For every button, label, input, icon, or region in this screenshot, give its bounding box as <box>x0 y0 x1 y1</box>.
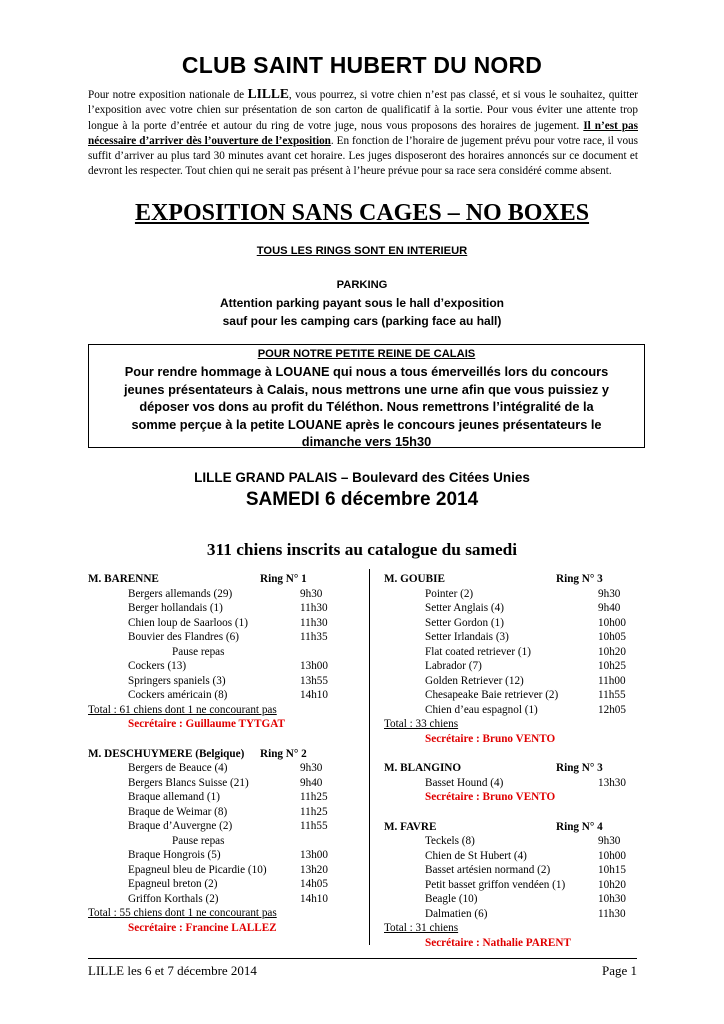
parking-line-2: sauf pour les camping cars (parking face au hall) <box>222 314 502 328</box>
box-line: dimanche vers 15h30 <box>301 434 432 450</box>
judging-time: 11h35 <box>300 631 328 643</box>
breed-name: Setter Gordon (1) <box>425 616 504 629</box>
judging-time: 10h05 <box>598 631 626 643</box>
judging-time: 11h30 <box>300 602 328 614</box>
intro-underlined: Il n’est pas nécessaire d’arriver dès l’ouverture de l’exposition <box>88 119 638 147</box>
breed-name: Labrador (7) <box>425 660 482 672</box>
judging-time: 10h25 <box>598 660 626 672</box>
breed-name: Epagneul bleu de Picardie (10) <box>128 863 267 876</box>
judging-time: 11h00 <box>598 674 626 687</box>
breed-name: Braque d’Auvergne (2) <box>128 820 233 832</box>
breed-name: Griffon Korthals (2) <box>128 892 219 905</box>
judging-time: 12h05 <box>598 703 626 716</box>
parking-title: PARKING <box>336 279 388 291</box>
footer-date: LILLE les 6 et 7 décembre 2014 <box>88 963 257 978</box>
column-separator <box>369 569 370 945</box>
ring-total: Total : 33 chiens <box>384 718 459 730</box>
judging-time: 11h30 <box>598 907 626 920</box>
breed-name: Chien loup de Saarloos (1) <box>128 616 248 629</box>
judging-time: 11h25 <box>300 791 328 803</box>
intro-text-3: . En fonction de l’horaire de jugement prévu pour votre race, il vous suffit d’arriver au plus tard 30 minutes avant cet horaire. Les juges disposeront des horaires annoncés sur ce document et devront les respecter. Tout chien qui ne serait pas présent à l’heure prévue pour sa race sera considéré comme absent. <box>88 134 638 178</box>
breed-name: Chien de St Hubert (4) <box>425 849 527 862</box>
judging-time: 13h20 <box>300 863 328 876</box>
breed-name: Bergers Blancs Suisse (21) <box>128 776 249 789</box>
breed-name: Beagle (10) <box>425 893 478 905</box>
breed-name: Flat coated retriever (1) <box>425 645 531 658</box>
breed-name: Chien d’eau espagnol (1) <box>425 703 538 716</box>
breed-name: Basset Hound (4) <box>425 776 504 789</box>
dog-count: 311 chiens inscrits au catalogue du samedi <box>206 540 518 559</box>
louane-notice-box <box>88 344 645 448</box>
box-line: Pour rendre hommage à LOUANE qui nous a tous émerveillés lors du concours <box>124 364 609 379</box>
breed-name: Chesapeake Baie retriever (2) <box>425 689 559 701</box>
judging-time: 9h30 <box>598 587 621 600</box>
judging-time: 9h40 <box>300 776 323 789</box>
breed-name: Dalmatien (6) <box>425 907 488 920</box>
breed-name: Epagneul breton (2) <box>128 878 218 890</box>
breed-name: Petit basset griffon vendéen (1) <box>425 878 566 891</box>
judging-time: 11h30 <box>300 616 328 629</box>
secretary: Secrétaire : Francine LALLEZ <box>128 921 277 934</box>
ring-number: Ring N° 2 <box>260 747 307 760</box>
intro-city: LILLE <box>247 86 289 101</box>
secretary: Secrétaire : Bruno VENTO <box>425 732 556 745</box>
pause-label: Pause repas <box>172 834 225 847</box>
breed-name: Bergers allemands (29) <box>128 587 233 600</box>
breed-name: Bergers de Beauce (4) <box>128 762 228 774</box>
judging-time: 11h55 <box>300 820 328 832</box>
ring-number: Ring N° 4 <box>556 820 603 833</box>
judging-time: 9h40 <box>598 602 621 614</box>
breed-name: Teckels (8) <box>425 835 475 847</box>
judging-time: 10h20 <box>598 645 626 658</box>
box-line: somme perçue à la petite LOUANE après le concours jeunes présentateurs le <box>131 416 602 432</box>
breed-name: Basset artésien normand (2) <box>425 864 551 876</box>
judge-name: M. BARENNE <box>88 573 159 585</box>
venue-name: LILLE GRAND PALAIS <box>194 470 338 485</box>
judging-time: 9h30 <box>300 587 323 600</box>
breed-name: Braque de Weimar (8) <box>128 805 228 818</box>
judging-time: 9h30 <box>598 835 621 847</box>
ring-total: Total : 61 chiens dont 1 ne concourant pas <box>88 703 277 716</box>
ring-number: Ring N° 3 <box>556 762 603 774</box>
judging-time: 11h55 <box>598 689 626 701</box>
breed-name: Cockers américain (8) <box>128 689 228 701</box>
secretary: Secrétaire : Guillaume TYTGAT <box>128 718 285 730</box>
judging-time: 10h00 <box>598 616 626 629</box>
judge-name: M. DESCHUYMERE (Belgique) <box>88 747 245 760</box>
breed-name: Pointer (2) <box>425 587 474 600</box>
parking-line-1: Attention parking payant sous le hall d’exposition <box>219 296 505 310</box>
box-line: déposer vos dons au profit du Téléthon. Nous remettrons l’intégralité de la <box>139 399 594 415</box>
judge-name: M. GOUBIE <box>384 573 445 585</box>
breed-name: Braque allemand (1) <box>128 791 220 803</box>
venue <box>0 470 724 485</box>
breed-name: Setter Irlandais (3) <box>425 631 509 643</box>
ring-number: Ring N° 3 <box>556 573 603 585</box>
box-line: jeunes présentateurs à Calais, nous mettrons une urne afin que vous puissiez y <box>124 381 609 397</box>
intro-paragraph <box>88 86 638 180</box>
box-body <box>99 363 634 451</box>
page-number: Page 1 <box>601 963 637 978</box>
rings-notice: TOUS LES RINGS SONT EN INTERIEUR <box>256 245 468 257</box>
exposition-heading: EXPOSITION SANS CAGES – NO BOXES <box>134 200 590 226</box>
ring-number: Ring N° 1 <box>260 573 307 585</box>
box-title: POUR NOTRE PETITE REINE DE CALAIS <box>257 348 476 360</box>
secretary: Secrétaire : Bruno VENTO <box>425 791 556 803</box>
secretary: Secrétaire : Nathalie PARENT <box>425 936 571 949</box>
judge-name: M. FAVRE <box>384 820 437 833</box>
breed-name: Setter Anglais (4) <box>425 602 504 614</box>
breed-name: Bouvier des Flandres (6) <box>128 631 239 643</box>
breed-name: Springers spaniels (3) <box>128 674 226 687</box>
intro-text-2: , vous pourrez, si votre chien n’est pas classé, et si vous le souhaitez, quitter l’exposition avec votre chien sur présentation de son carton de qualificatif à la sortie. Pour vous éviter une attente trop longue à la porte d’entrée et autour du ring de votre juge, nous vous proposons des horaires de jugement. <box>88 89 639 132</box>
judging-time: 13h55 <box>300 674 328 687</box>
breed-name: Braque Hongrois (5) <box>128 849 221 861</box>
judge-name: M. BLANGINO <box>384 762 462 774</box>
judging-time: 13h00 <box>300 849 328 861</box>
show-date: SAMEDI 6 décembre 2014 <box>245 489 479 510</box>
judging-time: 14h10 <box>300 689 328 701</box>
judging-time: 10h00 <box>598 849 626 862</box>
judging-time: 11h25 <box>300 805 328 818</box>
judging-time: 14h10 <box>300 892 328 905</box>
intro-text-1: Pour notre exposition nationale de <box>88 89 248 101</box>
ring-total: Total : 31 chiens <box>384 922 459 934</box>
judging-time: 10h20 <box>598 878 626 891</box>
judging-time: 14h05 <box>300 878 328 890</box>
page-title: CLUB SAINT HUBERT DU NORD <box>181 52 543 78</box>
venue-address: – Boulevard des Citées Unies <box>337 470 530 485</box>
judging-time: 13h30 <box>598 776 626 789</box>
judging-time: 10h15 <box>598 864 626 876</box>
pause-label: Pause repas <box>172 645 225 658</box>
judging-time: 10h30 <box>598 893 626 905</box>
breed-name: Golden Retriever (12) <box>425 674 524 687</box>
judging-time: 13h00 <box>300 660 328 672</box>
judging-time: 9h30 <box>300 762 323 774</box>
breed-name: Cockers (13) <box>128 660 187 672</box>
ring-total: Total : 55 chiens dont 1 ne concourant pas <box>88 907 277 919</box>
footer-rule <box>88 958 637 959</box>
breed-name: Berger hollandais (1) <box>128 602 223 614</box>
